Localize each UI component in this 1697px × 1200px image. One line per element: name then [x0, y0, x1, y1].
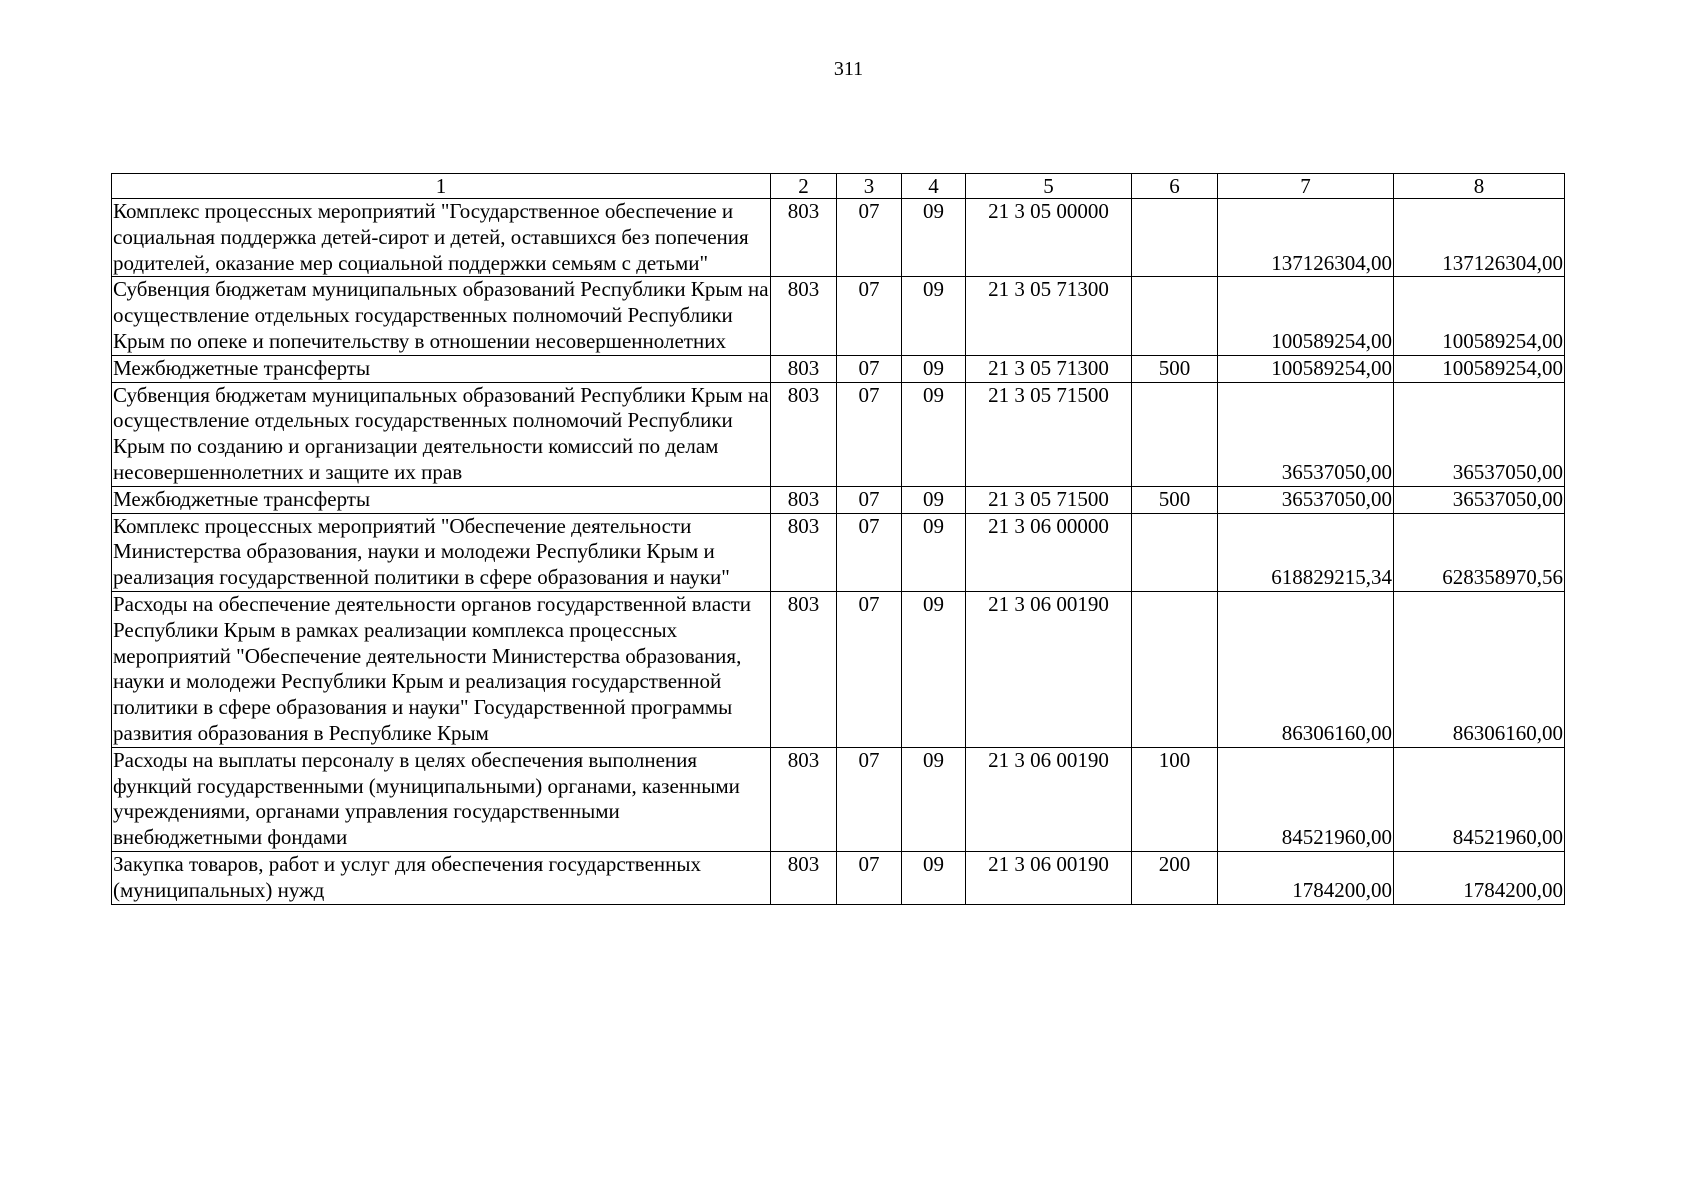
header-col-3: 3 — [837, 174, 902, 199]
header-col-2: 2 — [771, 174, 837, 199]
row-amount-col7: 618829215,34 — [1218, 513, 1394, 591]
row-expense-type: 500 — [1132, 355, 1218, 382]
row-section-code: 07 — [837, 277, 902, 355]
row-expense-type: 500 — [1132, 486, 1218, 513]
row-amount-col7: 36537050,00 — [1218, 382, 1394, 486]
header-col-4: 4 — [902, 174, 966, 199]
row-expense-type — [1132, 382, 1218, 486]
row-amount-col7: 86306160,00 — [1218, 591, 1394, 747]
row-ministry-code: 803 — [771, 747, 837, 851]
row-name: Комплекс процессных мероприятий "Обеспечение деятельности Министерства образования, науки и молодежи Республики Крым и реализация государственной политики в сфере образования и науки" — [112, 513, 771, 591]
row-amount-col7: 100589254,00 — [1218, 277, 1394, 355]
table-row — [112, 486, 1565, 513]
header-col-1: 1 — [112, 174, 771, 199]
row-amount-col8: 86306160,00 — [1394, 591, 1565, 747]
row-ministry-code: 803 — [771, 513, 837, 591]
row-expense-type — [1132, 513, 1218, 591]
row-name: Субвенция бюджетам муниципальных образований Республики Крым на осуществление отдельных государственных полномочий Республики Крым по созданию и организации деятельности комиссий по делам несовершеннолетних и защите их прав — [112, 382, 771, 486]
row-ministry-code: 803 — [771, 382, 837, 486]
row-amount-col8: 137126304,00 — [1394, 199, 1565, 277]
table-row — [112, 382, 1565, 486]
table-header — [112, 174, 1565, 199]
row-target-code: 21 3 06 00190 — [966, 591, 1132, 747]
row-name: Субвенция бюджетам муниципальных образований Республики Крым на осуществление отдельных государственных полномочий Республики Крым по опеке и попечительству в отношении несовершеннолетних — [112, 277, 771, 355]
row-amount-col7: 1784200,00 — [1218, 851, 1394, 904]
row-section-code: 07 — [837, 513, 902, 591]
table-row — [112, 513, 1565, 591]
row-ministry-code: 803 — [771, 355, 837, 382]
row-name: Межбюджетные трансферты — [112, 355, 771, 382]
row-section-code: 07 — [837, 747, 902, 851]
row-target-code: 21 3 06 00190 — [966, 851, 1132, 904]
table-row — [112, 355, 1565, 382]
table-body — [112, 199, 1565, 905]
row-name: Расходы на обеспечение деятельности органов государственной власти Республики Крым в рамках реализации комплекса процессных мероприятий "Обеспечение деятельности Министерства образования, науки и молодежи Республики Крым и реализация государственной политики в сфере образования и науки" Государственной программы развития образования в Республике Крым — [112, 591, 771, 747]
row-amount-col8: 628358970,56 — [1394, 513, 1565, 591]
row-name: Межбюджетные трансферты — [112, 486, 771, 513]
row-subsection-code: 09 — [902, 851, 966, 904]
header-col-5: 5 — [966, 174, 1132, 199]
row-section-code: 07 — [837, 486, 902, 513]
row-amount-col8: 84521960,00 — [1394, 747, 1565, 851]
table-row — [112, 199, 1565, 277]
row-amount-col7: 36537050,00 — [1218, 486, 1394, 513]
row-section-code: 07 — [837, 851, 902, 904]
row-amount-col7: 100589254,00 — [1218, 355, 1394, 382]
row-target-code: 21 3 05 71500 — [966, 486, 1132, 513]
row-target-code: 21 3 06 00000 — [966, 513, 1132, 591]
table-row — [112, 851, 1565, 904]
row-subsection-code: 09 — [902, 199, 966, 277]
row-ministry-code: 803 — [771, 199, 837, 277]
row-amount-col8: 1784200,00 — [1394, 851, 1565, 904]
row-section-code: 07 — [837, 199, 902, 277]
row-name: Закупка товаров, работ и услуг для обеспечения государственных (муниципальных) нужд — [112, 851, 771, 904]
row-target-code: 21 3 05 71500 — [966, 382, 1132, 486]
row-expense-type: 100 — [1132, 747, 1218, 851]
row-ministry-code: 803 — [771, 851, 837, 904]
row-target-code: 21 3 06 00190 — [966, 747, 1132, 851]
header-col-7: 7 — [1218, 174, 1394, 199]
budget-table — [111, 173, 1565, 905]
row-target-code: 21 3 05 00000 — [966, 199, 1132, 277]
row-expense-type — [1132, 199, 1218, 277]
table-row — [112, 747, 1565, 851]
header-row — [112, 174, 1565, 199]
row-subsection-code: 09 — [902, 747, 966, 851]
header-col-8: 8 — [1394, 174, 1565, 199]
row-subsection-code: 09 — [902, 591, 966, 747]
row-expense-type — [1132, 277, 1218, 355]
row-amount-col8: 100589254,00 — [1394, 355, 1565, 382]
row-subsection-code: 09 — [902, 382, 966, 486]
row-ministry-code: 803 — [771, 277, 837, 355]
row-section-code: 07 — [837, 591, 902, 747]
page-number: 311 — [833, 58, 864, 80]
row-name: Расходы на выплаты персоналу в целях обеспечения выполнения функций государственными (муниципальными) органами, казенными учреждениями, органами управления государственными внебюджетными фондами — [112, 747, 771, 851]
row-ministry-code: 803 — [771, 591, 837, 747]
row-expense-type: 200 — [1132, 851, 1218, 904]
row-amount-col7: 137126304,00 — [1218, 199, 1394, 277]
row-subsection-code: 09 — [902, 513, 966, 591]
row-subsection-code: 09 — [902, 355, 966, 382]
header-col-6: 6 — [1132, 174, 1218, 199]
row-section-code: 07 — [837, 382, 902, 486]
row-ministry-code: 803 — [771, 486, 837, 513]
row-section-code: 07 — [837, 355, 902, 382]
row-name: Комплекс процессных мероприятий "Государственное обеспечение и социальная поддержка детей-сирот и детей, оставшихся без попечения родителей, оказание мер социальной поддержки семьям с детьми" — [112, 199, 771, 277]
row-subsection-code: 09 — [902, 277, 966, 355]
row-amount-col8: 100589254,00 — [1394, 277, 1565, 355]
row-target-code: 21 3 05 71300 — [966, 277, 1132, 355]
row-amount-col8: 36537050,00 — [1394, 486, 1565, 513]
row-subsection-code: 09 — [902, 486, 966, 513]
row-amount-col8: 36537050,00 — [1394, 382, 1565, 486]
row-amount-col7: 84521960,00 — [1218, 747, 1394, 851]
row-expense-type — [1132, 591, 1218, 747]
row-target-code: 21 3 05 71300 — [966, 355, 1132, 382]
table-row — [112, 277, 1565, 355]
table-row — [112, 591, 1565, 747]
